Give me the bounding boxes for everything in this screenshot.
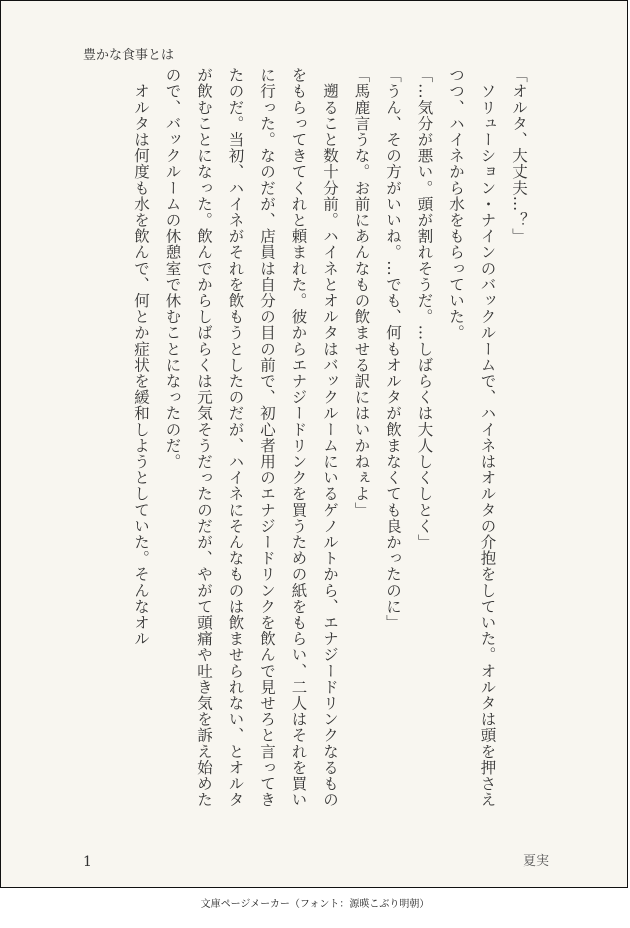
- paragraph: 「オルタ、大丈夫…？」: [510, 67, 528, 245]
- paragraph: 「…気分が悪い。頭が割れそうだ。…しばらくは大人しくしとく」: [415, 67, 434, 550]
- paragraph: 遡ること数十分前。ハイネとオルタはバックルームにいるゲノルトから、エナジードリンクなるものをもらってきてくれと頼まれた。彼からエナジードリンクを買うための紙をもらい、二人はそれを買いに行った。なのだが、店員は自分の目の前で、初心者用のエナジードリンクを飲んで見せろと言ってきたのだ。当初、ハイネがそれを飲もうとしたのだが、ハイネにそんなものは飲ませられない、とオルタが飲むことになった。飲んでからしばらくは元気そうだったのだが、やがて頭痛や吐き気を訴え始めたので、バックルームの休憩室で休むことになったのだ。: [163, 67, 339, 808]
- page-number: 1: [83, 854, 92, 870]
- generator-caption: 文庫ページメーカー（フォント：源暎こぶり明朝）: [200, 899, 430, 910]
- paragraph: オルタは何度も水を飲んで、何とか症状を緩和しようとしていた。そんなオル: [132, 67, 150, 647]
- paragraph: ソリューション・ナインのバックルームで、ハイネはオルタの介抱をしていた。オルタは頭を押さえつつ、ハイネから水をもらっていた。: [447, 67, 497, 808]
- paragraph: 「うん、その方がいいね。…でも、何もオルタが飲まなくても良かったのに」: [384, 67, 402, 631]
- author-name: 夏実: [522, 854, 549, 869]
- vertical-body-text: [97, 67, 534, 812]
- paragraph: 「馬鹿言うな。お前にあんなもの飲ませる訳にはいかねぇよ」: [352, 67, 371, 518]
- page-title: 豊かな食事とは: [83, 48, 175, 63]
